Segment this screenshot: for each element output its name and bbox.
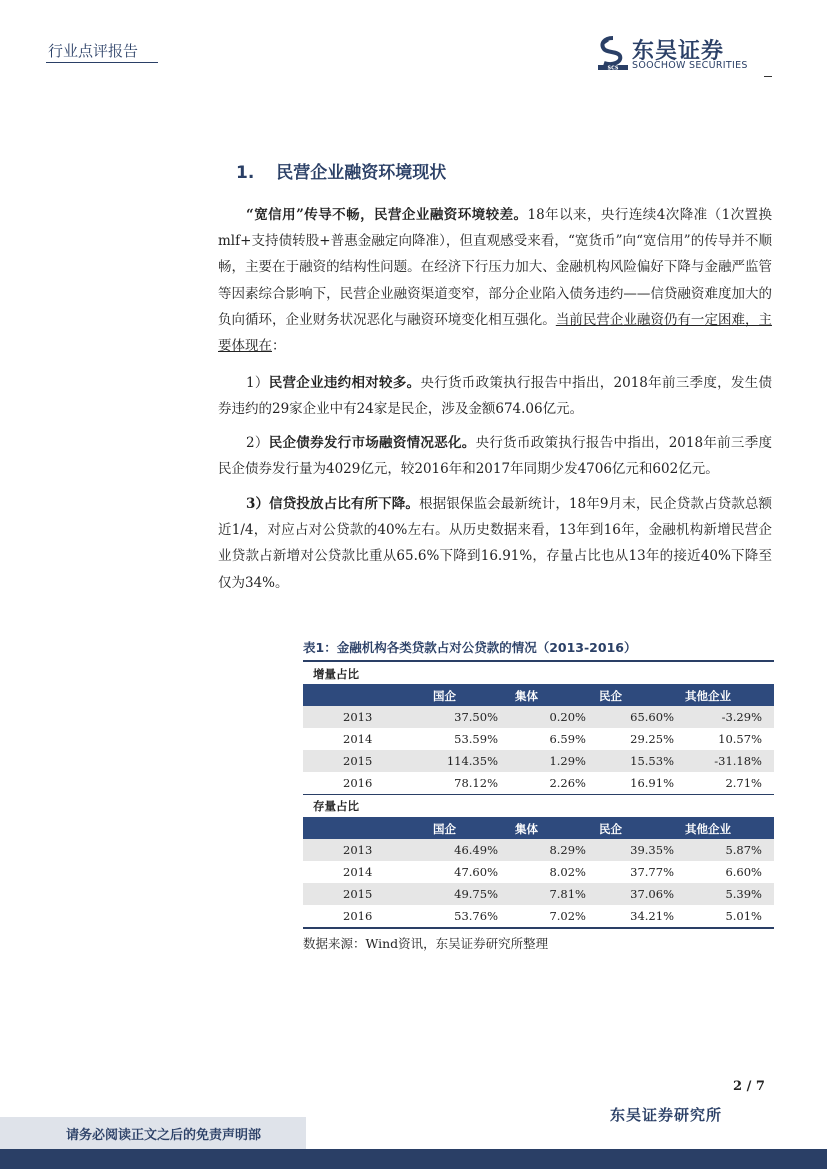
group-label-increment: 增量占比 <box>313 667 359 681</box>
value-cell: 37.50% <box>454 710 498 724</box>
point-3-lead: 信贷投放占比有所下降。 <box>269 496 420 512</box>
table-row <box>303 750 774 772</box>
column-header: 其他企业 <box>685 822 731 836</box>
value-cell: 39.35% <box>630 843 674 857</box>
value-cell: 7.02% <box>549 909 586 923</box>
value-cell: 78.12% <box>454 776 498 790</box>
section-number: 1. <box>236 163 255 183</box>
value-cell: 37.06% <box>630 887 674 901</box>
brand-name-cn: 东吴证券 <box>632 39 725 64</box>
value-cell: 1.29% <box>549 754 586 768</box>
value-cell: 114.35% <box>446 754 498 768</box>
value-cell: 5.01% <box>725 909 762 923</box>
value-cell: 16.91% <box>630 776 674 790</box>
value-cell: 15.53% <box>630 754 674 768</box>
table-bottom-rule <box>303 927 774 929</box>
value-cell: 5.87% <box>725 843 762 857</box>
brand-abbr: SCS <box>607 65 619 70</box>
year-cell: 2016 <box>343 776 373 790</box>
header-tick <box>764 76 772 77</box>
value-cell: 47.60% <box>454 865 498 879</box>
value-cell: 37.77% <box>630 865 674 879</box>
table-row <box>303 839 774 861</box>
intro-lead: “宽信用”传导不畅，民营企业融资环境较差。 <box>246 207 528 223</box>
value-cell: -3.29% <box>721 710 762 724</box>
point-3-body: 根据银保监会最新统计，18年9月末，民企贷款占贷款总额近1/4，对应占对公贷款的40%左右。从历史数据来看，13年到16年，金融机构新增民营企业贷款占新增对公贷款比重从65.6%下降到16.91%，存量占比也从13年的接近40%下降至仅为34%。 <box>218 496 772 591</box>
brand-logo <box>598 36 768 72</box>
point-1-number: 1） <box>246 375 269 391</box>
value-cell: 49.75% <box>454 887 498 901</box>
table-row <box>303 706 774 728</box>
value-cell: 8.29% <box>549 843 586 857</box>
value-cell: 29.25% <box>630 732 674 746</box>
value-cell: 7.81% <box>549 887 586 901</box>
year-cell: 2016 <box>343 909 373 923</box>
point-2-body: 央行货币政策执行报告中指出，2018年前三季度民企债券发行量为4029亿元，较2016年和2017年同期少发4706亿元和602亿元。 <box>218 435 773 478</box>
table-row <box>303 861 774 883</box>
year-cell: 2014 <box>343 865 373 879</box>
group-label-stock: 存量占比 <box>313 799 359 813</box>
value-cell: 53.76% <box>454 909 498 923</box>
year-cell: 2015 <box>343 754 373 768</box>
table-row <box>303 728 774 750</box>
column-header: 国企 <box>433 822 456 836</box>
value-cell: 6.59% <box>549 732 586 746</box>
paragraph-point-1 <box>218 370 772 422</box>
column-header: 民企 <box>599 822 622 836</box>
column-header: 国企 <box>433 689 456 703</box>
year-cell: 2013 <box>343 843 373 857</box>
soochow-logo-icon <box>598 36 628 70</box>
point-2-lead: 民企债券发行市场融资情况恶化。 <box>268 435 476 451</box>
intro-body: 18年以来，央行连续4次降准（1次置换mlf+支持债转股+普惠金融定向降准），但直观感受来看，“宽货币”向“宽信用”的传导并不顺畅，主要在于融资的结构性问题。在经济下行压力加大、金融机构风险偏好下降与金融严监管等因素综合影响下，民营企业融资渠道变窄，部分企业陷入债务违约——信贷融资难度加大的负向循环，企业财务状况恶化与融资环境变化相互强化。 <box>218 207 773 328</box>
disclaimer-text: 请务必阅读正文之后的免责声明部 <box>66 1128 262 1143</box>
value-cell: 53.59% <box>454 732 498 746</box>
value-cell: 5.39% <box>725 887 762 901</box>
value-cell: 8.02% <box>549 865 586 879</box>
value-cell: 6.60% <box>725 865 762 879</box>
point-2-number: 2） <box>246 435 269 451</box>
column-header: 民企 <box>599 689 622 703</box>
point-1-lead: 民营企业违约相对较多。 <box>268 375 421 391</box>
intro-end: ： <box>272 338 286 355</box>
table-title: 表1：金融机构各类贷款占对公贷款的情况（2013-2016） <box>303 640 637 655</box>
footer-bar <box>0 1149 827 1169</box>
point-3-number: 3） <box>246 496 270 512</box>
brand-name-en: SOOCHOW SECURITIES <box>632 60 748 71</box>
table-row <box>303 905 774 927</box>
table-group-rule <box>303 794 774 795</box>
paragraph-intro <box>218 202 772 359</box>
report-type-underline <box>46 62 158 63</box>
table-top-rule <box>303 660 774 662</box>
section-title: 民营企业融资环境现状 <box>276 163 447 183</box>
table-row <box>303 883 774 905</box>
year-cell: 2013 <box>343 710 373 724</box>
table-header-row <box>303 817 774 839</box>
value-cell: 65.60% <box>630 710 674 724</box>
column-header: 集体 <box>515 822 538 836</box>
table-row <box>303 772 774 794</box>
value-cell: 0.20% <box>549 710 586 724</box>
intro-underlined: 当前民营企业融资仍有一定困难，主要体现在 <box>218 311 772 355</box>
value-cell: 2.26% <box>549 776 586 790</box>
data-source-note: 数据来源：Wind资讯，东吴证券研究所整理 <box>303 936 549 951</box>
paragraph-point-3 <box>218 491 772 596</box>
value-cell: 46.49% <box>454 843 498 857</box>
report-type-label: 行业点评报告 <box>48 42 139 60</box>
footer-org-name: 东吴证券研究所 <box>610 1106 723 1124</box>
year-cell: 2015 <box>343 887 373 901</box>
page-number: 2 / 7 <box>733 1079 765 1094</box>
paragraph-point-2 <box>218 430 772 482</box>
value-cell: 34.21% <box>630 909 674 923</box>
year-cell: 2014 <box>343 732 373 746</box>
value-cell: -31.18% <box>714 754 762 768</box>
column-header: 集体 <box>515 689 538 703</box>
value-cell: 2.71% <box>725 776 762 790</box>
value-cell: 10.57% <box>718 732 762 746</box>
point-1-body: 央行货币政策执行报告中指出，2018年前三季度，发生债券违约的29家企业中有24家是民企，涉及金额674.06亿元。 <box>218 375 773 418</box>
column-header: 其他企业 <box>685 689 731 703</box>
section-heading <box>236 158 446 183</box>
table-header-row <box>303 684 774 706</box>
